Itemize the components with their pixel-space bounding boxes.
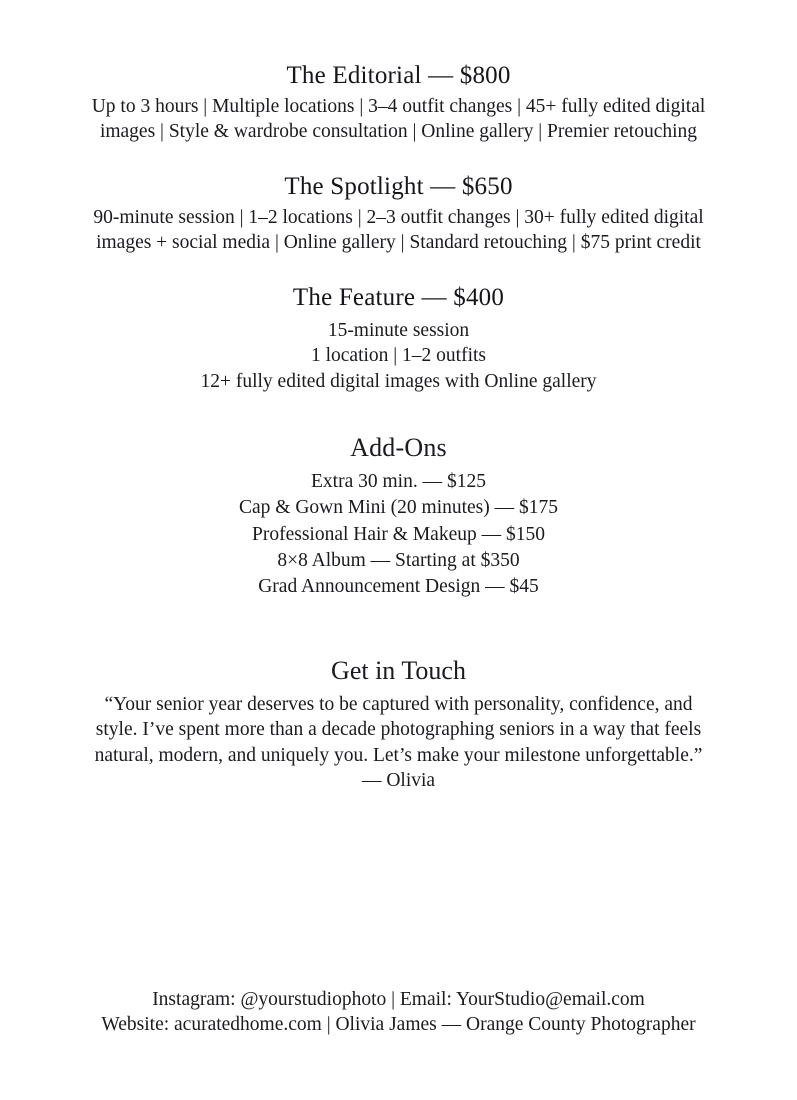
addons-title: Add-Ons: [350, 433, 447, 463]
package-spotlight-line-2: images + social media | Online gallery | Standard retouching | $75 print credit: [96, 232, 701, 254]
package-feature: [80, 282, 717, 395]
contact-section: [80, 656, 717, 792]
addons-list: [80, 469, 717, 600]
contact-quote: [80, 692, 717, 768]
package-editorial-line-1: Up to 3 hours | Multiple locations | 3–4 outfit changes | 45+ fully edited digital: [91, 96, 706, 118]
package-feature-line-2: 1 location | 1–2 outfits: [310, 345, 487, 367]
contact-quote-line-2: style. I’ve spent more than a decade photographing seniors in a way that feels: [95, 719, 702, 741]
package-feature-line-1: 15-minute session: [327, 319, 470, 341]
list-item: Professional Hair & Makeup — $150: [252, 523, 545, 545]
package-spotlight-title: The Spotlight — $650: [284, 173, 513, 201]
package-feature-details: [80, 318, 717, 396]
list-item: Extra 30 min. — $125: [311, 471, 486, 493]
contact-quote-line-1: “Your senior year deserves to be captured with personality, confidence, and: [104, 693, 693, 715]
package-spotlight-line-1: 90-minute session | 1–2 locations | 2–3 outfit changes | 30+ fully edited digital: [93, 207, 704, 229]
footer-line-2: Website: acuratedhome.com | Olivia James — Orange County Photographer: [101, 1014, 696, 1036]
package-spotlight-details: [80, 206, 717, 256]
package-editorial-title: The Editorial — $800: [286, 62, 511, 89]
footer-line-1: Instagram: @yourstudiophoto | Email: YourStudio@email.com: [152, 988, 645, 1010]
addons-section: [80, 433, 717, 600]
contact-quote-line-3: natural, modern, and uniquely you. Let’s make your milestone unforgettable.”: [94, 744, 703, 766]
package-editorial-line-2: images | Style & wardrobe consultation | Online gallery | Premier retouching: [99, 121, 698, 143]
list-item: 8×8 Album — Starting at $350: [277, 549, 520, 571]
footer: [80, 987, 717, 1038]
list-item: Grad Announcement Design — $45: [258, 575, 539, 597]
list-item: Cap & Gown Mini (20 minutes) — $175: [238, 497, 559, 519]
package-editorial-details: [80, 95, 717, 145]
package-feature-line-3: 12+ fully edited digital images with Online gallery: [200, 371, 597, 393]
package-feature-title: The Feature — $400: [292, 284, 505, 312]
contact-signature: — Olivia: [361, 769, 436, 791]
contact-title: Get in Touch: [331, 655, 466, 685]
package-spotlight: [80, 171, 717, 256]
package-editorial: [80, 60, 717, 145]
